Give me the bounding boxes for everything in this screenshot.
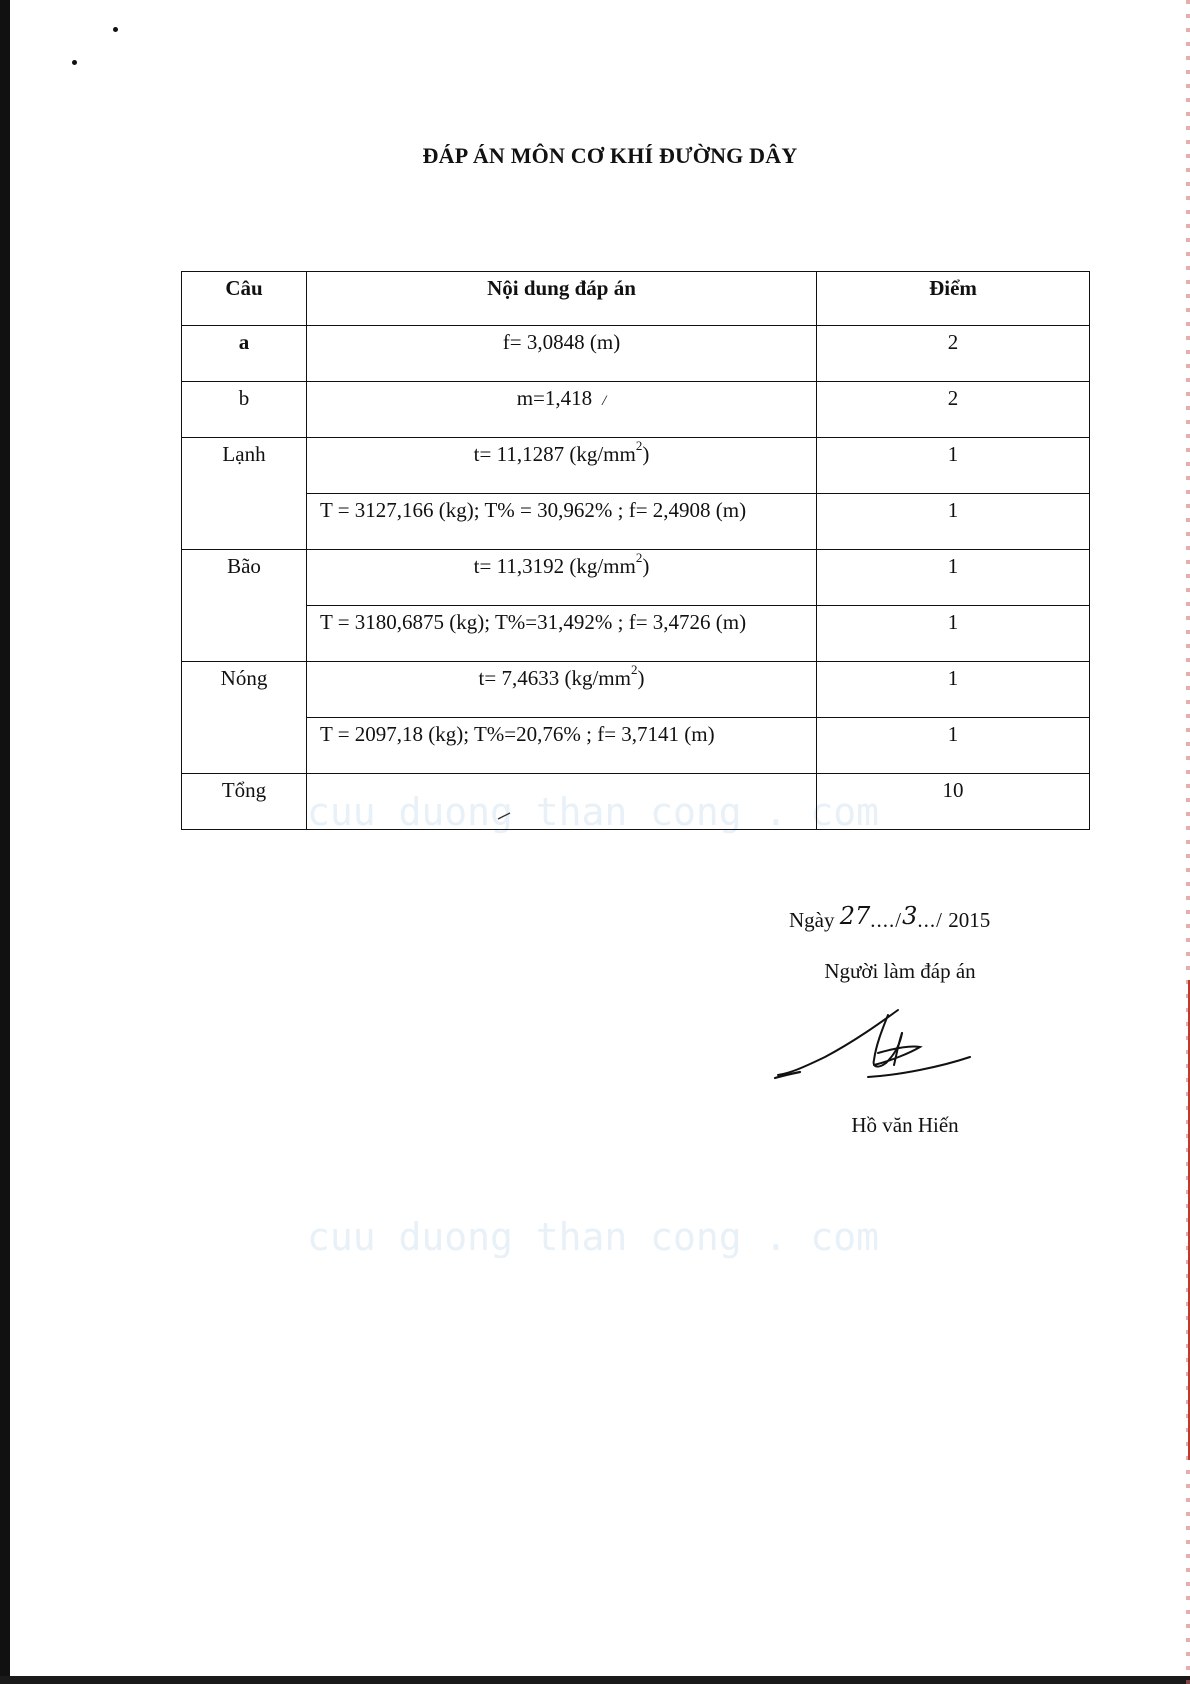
answer-table <box>181 271 1090 830</box>
answer-cell <box>307 774 817 830</box>
watermark: cuu duong than cong . com <box>307 1215 879 1259</box>
question-cell: a <box>182 326 307 382</box>
table-row <box>182 662 1090 718</box>
signature <box>770 1005 980 1095</box>
table-row-total <box>182 774 1090 830</box>
header-content: Nội dung đáp án <box>307 272 817 326</box>
points-cell: 1 <box>817 662 1090 718</box>
answer-cell <box>307 438 817 494</box>
table-row <box>182 606 1090 662</box>
stray-pen-mark <box>497 812 511 820</box>
question-cell: b <box>182 382 307 438</box>
dotted-blank: .../ <box>917 908 944 932</box>
date-year: 2015 <box>948 908 991 932</box>
unit-close: ) <box>642 554 650 578</box>
scan-border-left <box>0 0 10 1684</box>
table-row <box>182 550 1090 606</box>
handwritten-day: 27 <box>839 902 871 930</box>
unit-close: ) <box>642 442 650 466</box>
date-line <box>789 902 991 933</box>
answer-text: m=1,418 <box>516 386 593 410</box>
pen-tick-mark: / <box>602 393 607 409</box>
table-row <box>182 718 1090 774</box>
scan-speck <box>72 60 77 65</box>
points-cell: 1 <box>817 606 1090 662</box>
points-cell: 1 <box>817 718 1090 774</box>
stress-value: t= 7,4633 (kg/mm <box>478 666 631 690</box>
table-row <box>182 326 1090 382</box>
unit-exponent: 2 <box>630 662 638 677</box>
answer-cell: T = 2097,18 (kg); T%=20,76% ; f= 3,7141 (m) <box>307 718 817 774</box>
table-header-row <box>182 272 1090 326</box>
answer-cell <box>307 382 817 438</box>
points-cell: 2 <box>817 382 1090 438</box>
table-row <box>182 382 1090 438</box>
answer-cell <box>307 662 817 718</box>
question-cell: Nóng <box>182 662 307 774</box>
points-cell: 10 <box>817 774 1090 830</box>
answer-cell: T = 3180,6875 (kg); T%=31,492% ; f= 3,4726 (m) <box>307 606 817 662</box>
handwritten-month: 3 <box>902 902 918 930</box>
scan-speck <box>113 27 118 32</box>
signer-role: Người làm đáp án <box>824 959 976 983</box>
table-row <box>182 438 1090 494</box>
table-row <box>182 494 1090 550</box>
unit-exponent: 2 <box>635 550 643 565</box>
date-label: Ngày <box>789 908 835 932</box>
points-cell: 2 <box>817 326 1090 382</box>
answer-cell: T = 3127,166 (kg); T% = 30,962% ; f= 2,4908 (m) <box>307 494 817 550</box>
watermark: cuu duong than cong . com <box>307 790 879 834</box>
answer-cell: f= 3,0848 (m) <box>307 326 817 382</box>
question-cell: Bão <box>182 550 307 662</box>
points-cell: 1 <box>817 438 1090 494</box>
document-title: ĐÁP ÁN MÔN CƠ KHÍ ĐƯỜNG DÂY <box>422 143 798 168</box>
unit-exponent: 2 <box>635 438 643 453</box>
question-cell: Lạnh <box>182 438 307 550</box>
answer-cell <box>307 550 817 606</box>
header-points: Điểm <box>817 272 1090 326</box>
points-cell: 1 <box>817 494 1090 550</box>
points-cell: 1 <box>817 550 1090 606</box>
question-cell: Tổng <box>182 774 307 830</box>
header-question: Câu <box>182 272 307 326</box>
signer-name: Hồ văn Hiến <box>851 1113 959 1137</box>
unit-close: ) <box>637 666 645 690</box>
stress-value: t= 11,1287 (kg/mm <box>473 442 636 466</box>
dotted-blank: ..../ <box>870 908 903 932</box>
scan-border-bottom <box>0 1676 1190 1684</box>
stress-value: t= 11,3192 (kg/mm <box>473 554 636 578</box>
